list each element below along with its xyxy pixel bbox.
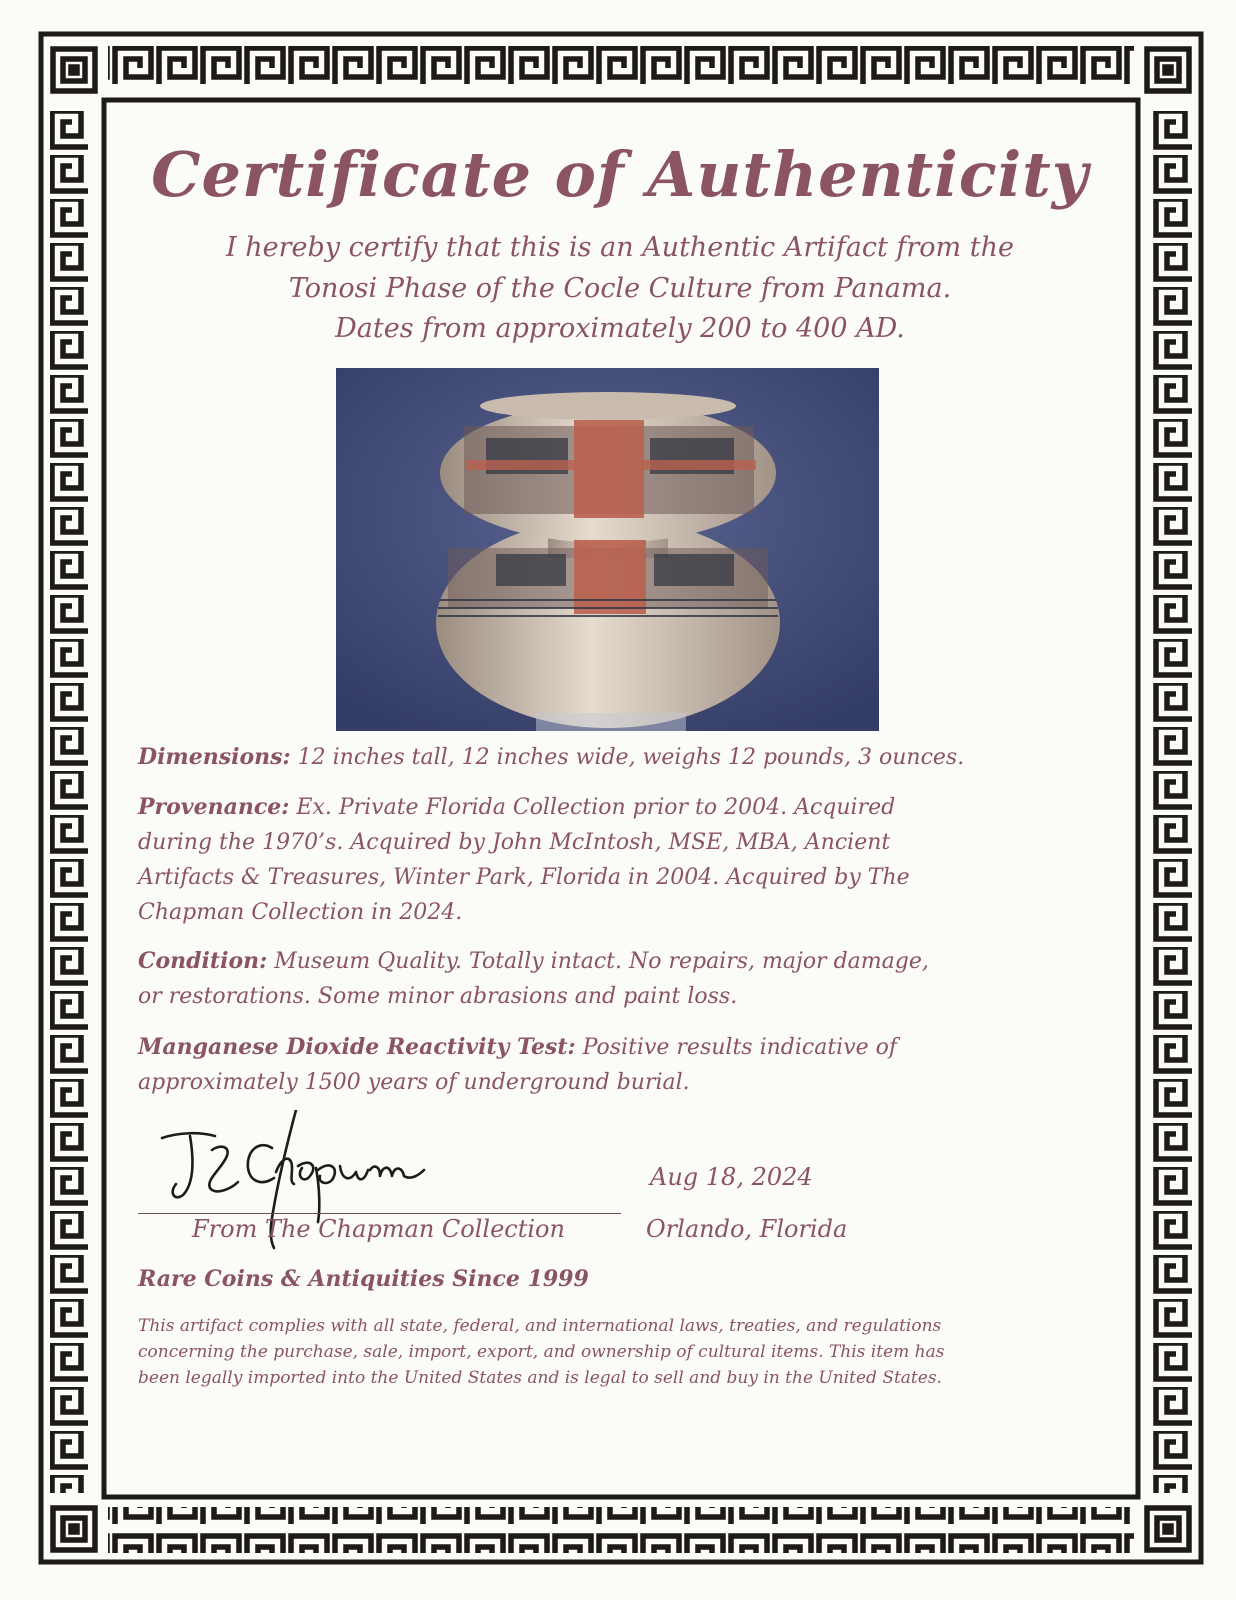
signature-line <box>138 1213 621 1214</box>
intro-line: I hereby certify that this is an Authentic Artifact from the <box>226 232 1014 263</box>
condition-paragraph <box>138 944 1038 1014</box>
intro-line: Dates from approximately 200 to 400 AD. <box>335 313 905 344</box>
manganese-paragraph <box>138 1030 1038 1100</box>
manganese-label: Manganese Dioxide Reactivity Test: <box>138 1034 576 1060</box>
condition-line: or restorations. Some minor abrasions and paint loss. <box>138 984 738 1009</box>
condition-line: Museum Quality. Totally intact. No repairs, major damage, <box>274 949 929 974</box>
signature-date: Aug 18, 2024 <box>650 1163 813 1191</box>
provenance-line: Ex. Private Florida Collection prior to 2004. Acquired <box>296 795 896 820</box>
intro-line: Tonosi Phase of the Cocle Culture from Panama. <box>288 273 952 304</box>
dimensions-label: Dimensions: <box>138 744 291 770</box>
signer-name: From The Chapman Collection <box>192 1215 565 1243</box>
legal-disclaimer-line: This artifact complies with all state, federal, and international laws, treaties, and regulations <box>138 1316 942 1336</box>
provenance-paragraph <box>138 790 1038 930</box>
condition-label: Condition: <box>138 948 268 974</box>
provenance-line: Artifacts & Treasures, Winter Park, Florida in 2004. Acquired by The <box>138 865 910 890</box>
provenance-line: during the 1970’s. Acquired by John McIntosh, MSE, MBA, Ancient <box>138 830 891 855</box>
dimensions-paragraph <box>138 740 1038 775</box>
manganese-line: Positive results indicative of <box>582 1035 898 1060</box>
artifact-photo <box>336 368 879 731</box>
certificate-title: Certificate of Authenticity <box>151 138 1089 211</box>
manganese-line: approximately 1500 years of underground burial. <box>138 1070 690 1095</box>
dimensions-text: 12 inches tall, 12 inches wide, weighs 12 pounds, 3 ounces. <box>297 745 965 770</box>
provenance-label: Provenance: <box>138 794 290 820</box>
provenance-line: Chapman Collection in 2024. <box>138 900 463 925</box>
legal-disclaimer-line: concerning the purchase, sale, import, export, and ownership of cultural items. This item has <box>138 1342 945 1362</box>
signature-location: Orlando, Florida <box>646 1215 848 1243</box>
legal-disclaimer-line: been legally imported into the United States and is legal to sell and buy in the United States. <box>138 1368 942 1388</box>
tagline: Rare Coins & Antiquities Since 1999 <box>138 1266 589 1292</box>
